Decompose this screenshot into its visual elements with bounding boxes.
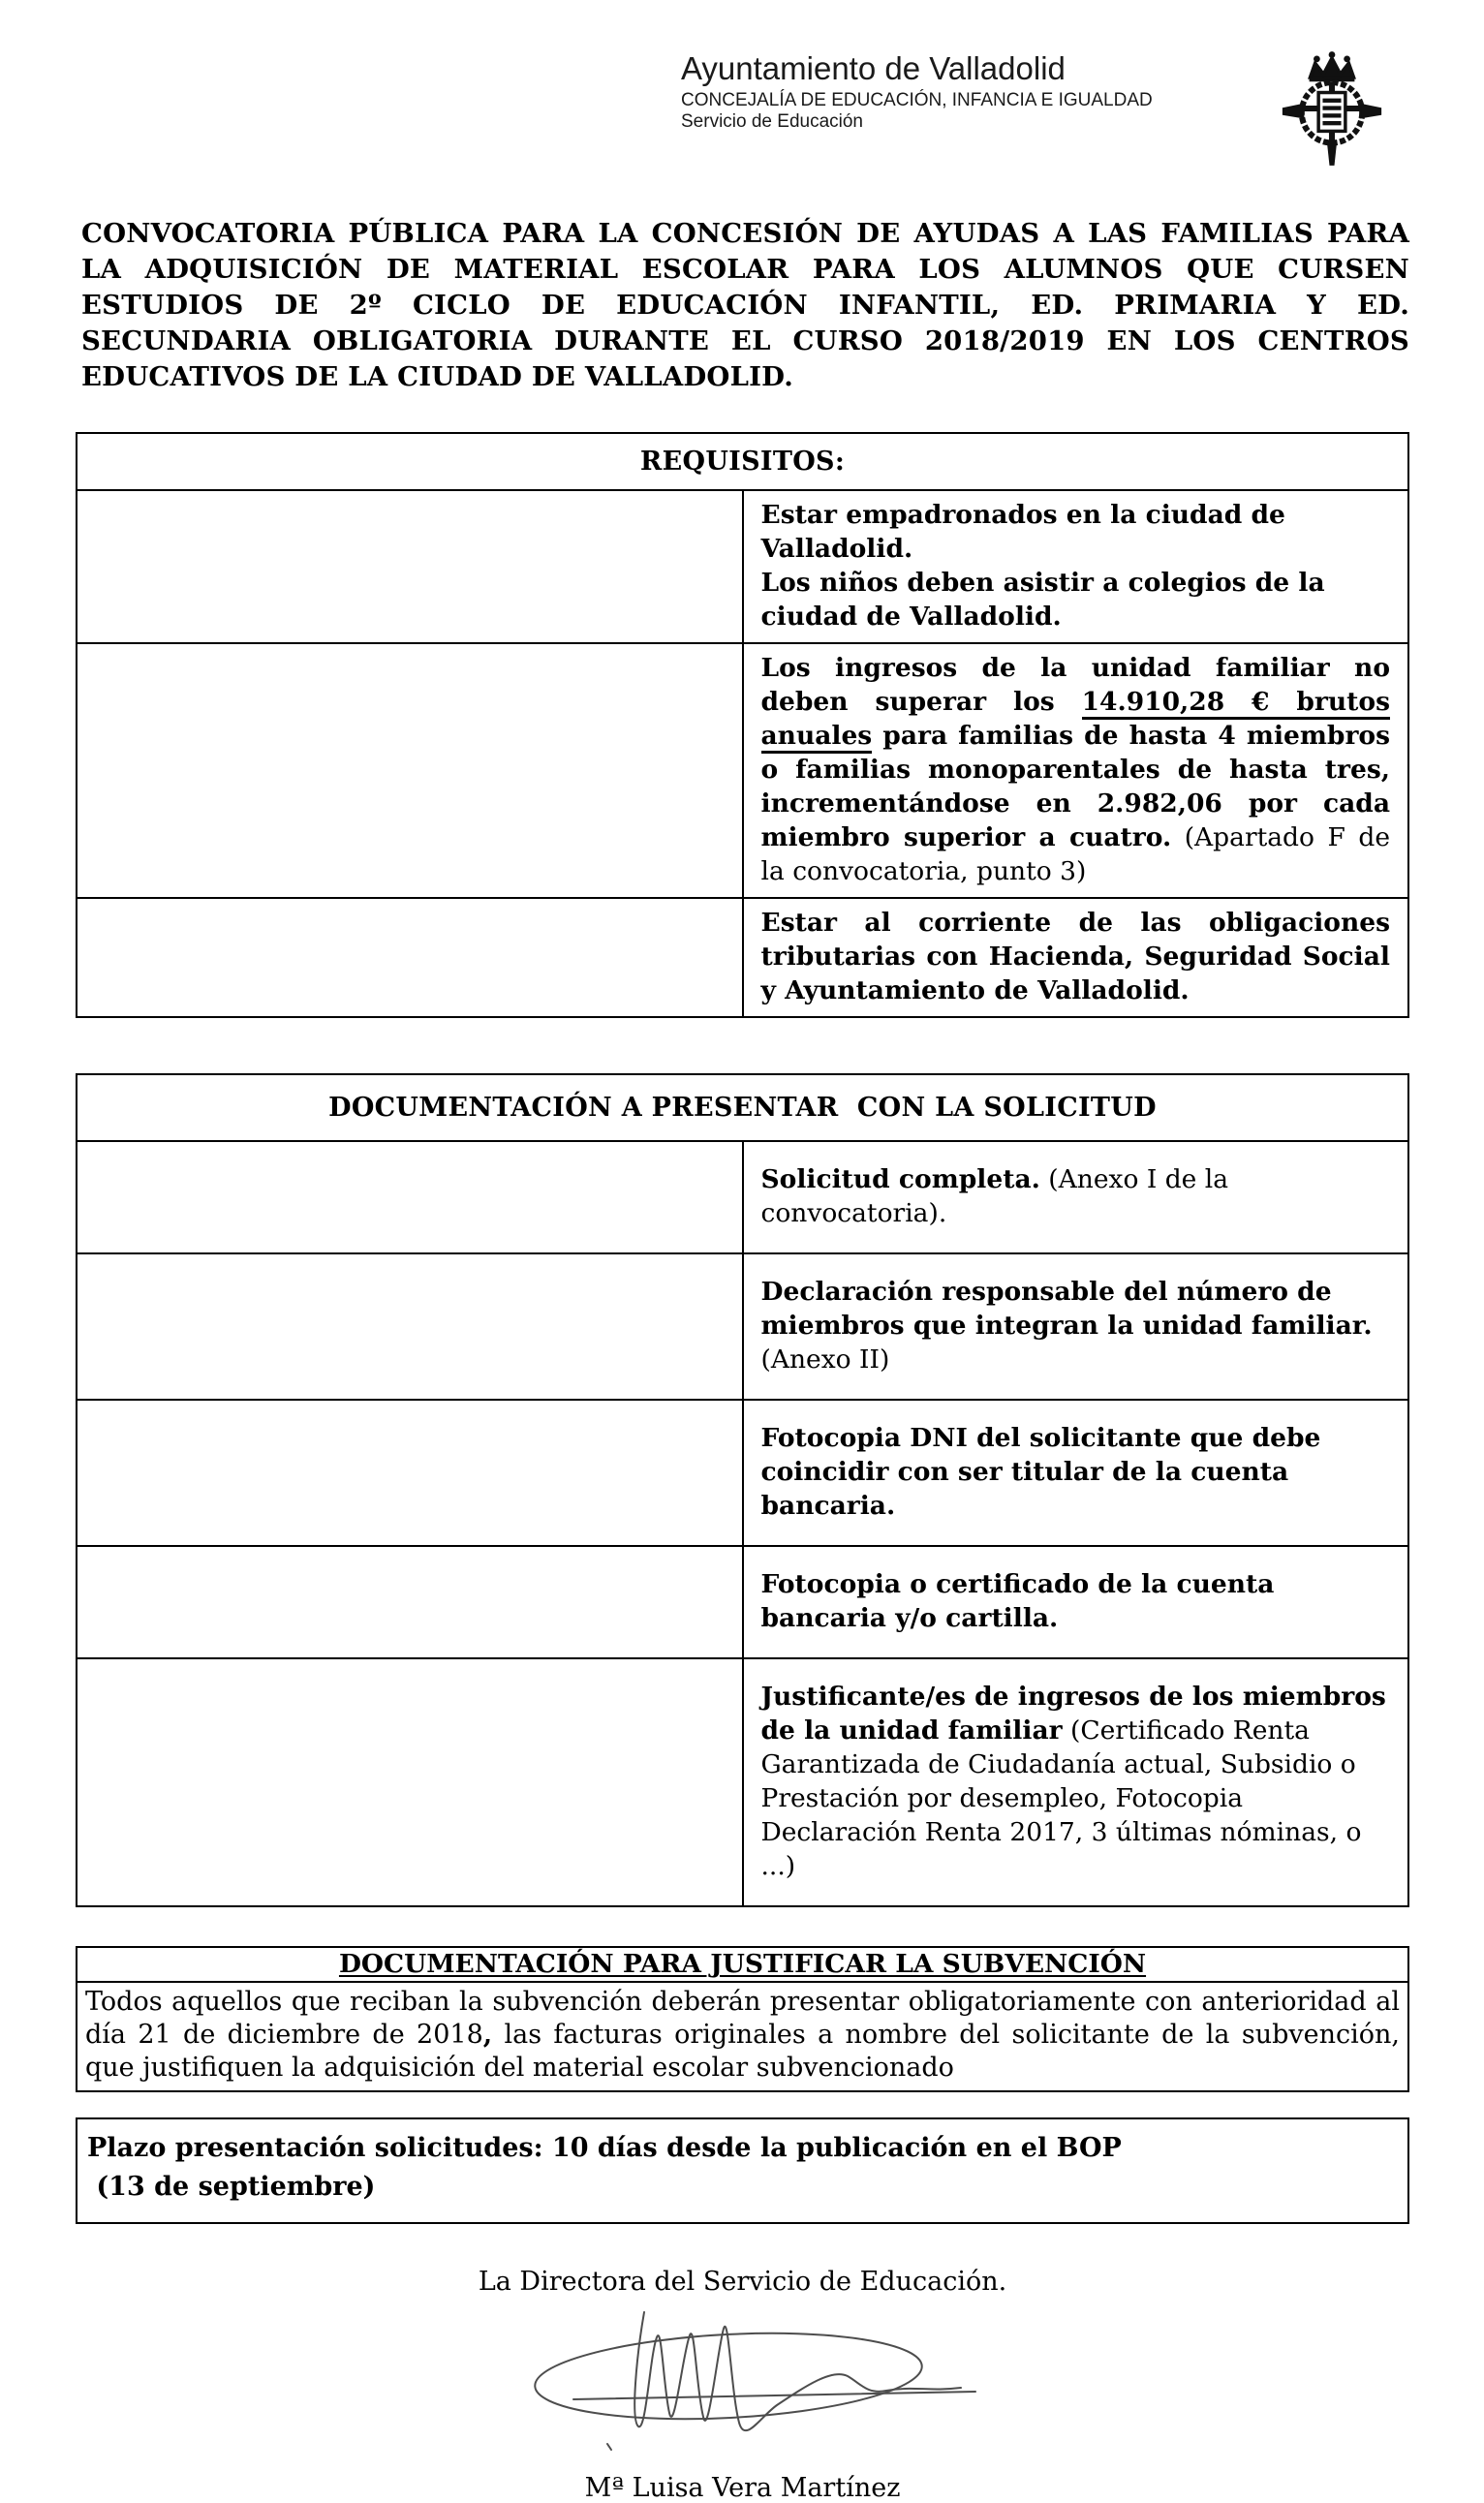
income-threshold-value: 14.910,28 € brutos anuales <box>761 687 1390 754</box>
document-header <box>76 50 1409 181</box>
organization-name: Ayuntamiento de Valladolid <box>681 50 1066 86</box>
signature-block <box>76 2299 1409 2467</box>
table-row <box>77 1141 1408 1253</box>
requisitos-table <box>76 432 1409 1018</box>
documento-text <box>743 1400 1409 1546</box>
requisito-text <box>743 643 1409 898</box>
table-row <box>77 1658 1408 1906</box>
checkbox-cell <box>77 898 743 1017</box>
checkbox-cell <box>77 1546 743 1658</box>
checkbox-cell <box>77 1253 743 1400</box>
table-row <box>77 1400 1408 1546</box>
justificar-segment: las facturas originales a nombre del solicitante de la subvención, que justifiquen la adquisición del material escolar subvencionado <box>85 2020 1400 2083</box>
table-row <box>77 898 1408 1017</box>
documento-bold-segment: Solicitud completa. <box>760 1164 1040 1194</box>
table-header-row <box>77 1074 1408 1141</box>
table-row <box>77 1546 1408 1658</box>
documento-note: (Anexo II) <box>760 1344 890 1375</box>
table-row <box>77 1253 1408 1400</box>
documento-note: (Anexo I de la convocatoria). <box>760 1164 1237 1228</box>
signatory-title: La Directora del Servicio de Educación. <box>478 2267 1007 2297</box>
documento-note: (Certificado Renta Garantizada de Ciudadanía actual, Subsidio o Prestación por desempleo, Fotocopia Declaración Renta 2017, 3 últimas nóminas, o ...) <box>760 1715 1370 1881</box>
service-name: Servicio de Educación <box>681 111 863 133</box>
documento-bold-segment: Fotocopia o certificado de la cuenta bancaria y/o cartilla. <box>760 1569 1275 1633</box>
plazo-line: Plazo presentación solicitudes: 10 días desde la publicación en el BOP <box>87 2133 1122 2163</box>
requisito-line: Estar empadronados en la ciudad de Valladolid. <box>760 500 1285 564</box>
documento-text <box>743 1253 1409 1400</box>
documentacion-justificar-box <box>76 1946 1409 2092</box>
requisitos-heading: REQUISITOS: <box>77 433 1408 490</box>
valladolid-coat-of-arms-logo <box>1282 45 1382 172</box>
plazo-date-line: (13 de septiembre) <box>87 2172 376 2202</box>
checkbox-cell <box>77 490 743 643</box>
checkbox-cell <box>77 1400 743 1546</box>
justificar-segment: Todos aquellos que reciban la subvención deberán presentar obligatoriamente con anterioridad al día 21 de diciembre de 2018 <box>85 1987 1400 2050</box>
requisito-segment: para familias de hasta 4 miembros o familias monoparentales de hasta tres, incrementándose en 2.982,06 por cada miembro superior a cuatro. <box>760 721 1390 852</box>
checkbox-cell <box>77 643 743 898</box>
requisito-segment: Estar al corriente de las obligaciones tributarias con Hacienda, Seguridad Social y Ayuntamiento de Valladolid. <box>760 908 1390 1005</box>
documento-text <box>743 1546 1409 1658</box>
table-row <box>77 643 1408 898</box>
requisito-line: Los niños deben asistir a colegios de la ciudad de Valladolid. <box>760 568 1325 632</box>
requisito-text <box>743 898 1409 1017</box>
documento-bold-segment: Fotocopia DNI del solicitante que debe coincidir con ser titular de la cuenta bancaria. <box>760 1423 1321 1521</box>
requisito-note: (Apartado F de la convocatoria, punto 3) <box>760 822 1390 886</box>
plazo-box <box>76 2117 1409 2224</box>
signatory-name: Mª Luisa Vera Martínez <box>584 2473 901 2503</box>
header-text-block <box>681 50 1153 134</box>
table-header-row <box>77 433 1408 490</box>
requisito-segment: Los ingresos de la unidad familiar no deben superar los <box>760 653 1390 717</box>
handwritten-signature-icon <box>472 2299 1072 2463</box>
documentacion-justificar-body <box>77 1983 1407 2090</box>
documento-bold-segment: Declaración responsable del número de miembros que integran la unidad familiar. <box>760 1277 1373 1341</box>
documentacion-solicitud-heading: DOCUMENTACIÓN A PRESENTAR CON LA SOLICITUD <box>77 1074 1408 1141</box>
checkbox-cell <box>77 1141 743 1253</box>
documento-bold-segment: Justificante/es de ingresos de los miembros de la unidad familiar <box>760 1682 1386 1746</box>
justificar-bold-comma: , <box>482 2020 493 2050</box>
department-name: CONCEJALÍA DE EDUCACIÓN, INFANCIA E IGUALDAD <box>681 89 1153 110</box>
documentacion-solicitud-table <box>76 1073 1409 1907</box>
checkbox-cell <box>77 1658 743 1906</box>
documento-text <box>743 1658 1409 1906</box>
document-title: CONVOCATORIA PÚBLICA PARA LA CONCESIÓN DE AYUDAS A LAS FAMILIAS PARA LA ADQUISICIÓN DE MATERIAL ESCOLAR PARA LOS ALUMNOS QUE CURSEN ESTUDIOS DE 2º CICLO DE EDUCACIÓN INFANTIL, ED. PRIMARIA Y ED. SECUNDARIA OBLIGATORIA DURANTE EL CURSO 2018/2019 EN LOS CENTROS EDUCATIVOS DE LA CIUDAD DE VALLADOLID. <box>81 218 1409 392</box>
table-row <box>77 490 1408 643</box>
documentacion-justificar-heading: DOCUMENTACIÓN PARA JUSTIFICAR LA SUBVENCIÓN <box>77 1948 1407 1983</box>
documento-text <box>743 1141 1409 1253</box>
requisito-text <box>743 490 1409 643</box>
